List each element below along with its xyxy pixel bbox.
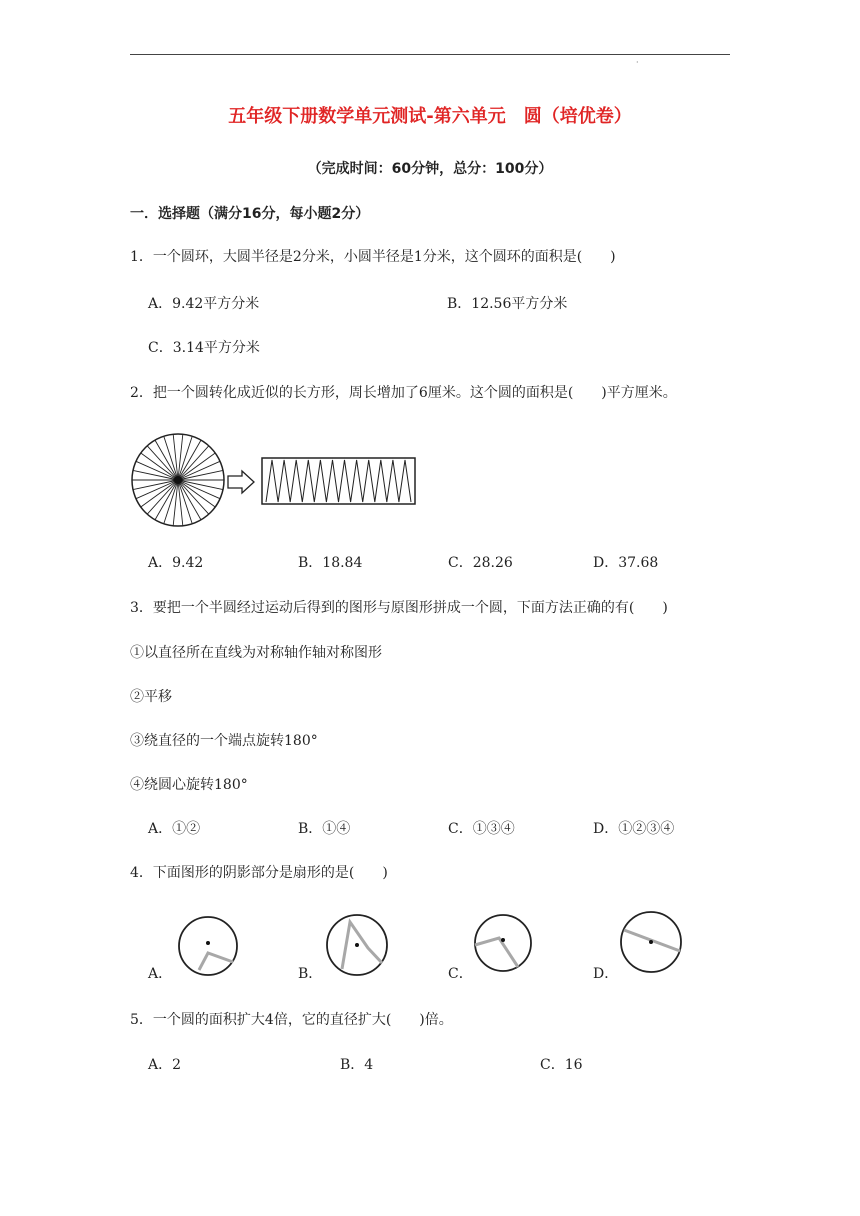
circle-to-rectangle-figure: [130, 432, 430, 528]
question-2-option-c[interactable]: C．28.26: [448, 555, 513, 571]
question-3-option-c[interactable]: C．①③④: [448, 821, 515, 837]
question-3-option-d[interactable]: D．①②③④: [593, 821, 675, 837]
header-dot: ·: [636, 58, 639, 67]
question-5-option-c[interactable]: C．16: [540, 1057, 583, 1073]
question-5-option-b[interactable]: B．4: [340, 1057, 374, 1073]
page-subtitle: （完成时间：60分钟，总分：100分）: [307, 161, 553, 177]
question-4-option-a[interactable]: A．: [148, 966, 173, 982]
question-4-stem: 4．下面图形的阴影部分是扇形的是( ): [130, 865, 388, 881]
question-3-method-1: ①以直径所在直线为对称轴作轴对称图形: [130, 645, 382, 661]
header-rule: [130, 54, 730, 55]
question-1-option-a[interactable]: A．9.42平方分米: [148, 296, 260, 312]
arrow-icon: [228, 471, 254, 493]
figure-c: [472, 912, 534, 974]
question-5-stem: 5．一个圆的面积扩大4倍，它的直径扩大( )倍。: [130, 1012, 453, 1028]
question-2-option-d[interactable]: D．37.68: [593, 555, 659, 571]
question-2-option-a[interactable]: A．9.42: [148, 555, 204, 571]
figure-d: [618, 910, 684, 974]
question-3-option-a[interactable]: A．①②: [148, 821, 201, 837]
page-title: 五年级下册数学单元测试-第六单元 圆（培优卷）: [228, 106, 632, 127]
question-4-option-b[interactable]: B．: [298, 966, 323, 982]
question-1-option-b[interactable]: B．12.56平方分米: [447, 296, 568, 312]
figure-b: [324, 912, 390, 978]
figure-a: [176, 914, 240, 978]
section-heading: 一．选择题（满分16分，每小题2分）: [130, 206, 370, 222]
question-2-option-b[interactable]: B．18.84: [298, 555, 363, 571]
question-4-option-d[interactable]: D．: [593, 966, 619, 982]
circle-center: [174, 476, 182, 484]
question-5-option-a[interactable]: A．2: [148, 1057, 182, 1073]
question-3-stem: 3．要把一个半圆经过运动后得到的图形与原图形拼成一个圆，下面方法正确的有( ): [130, 600, 668, 616]
question-1-option-c[interactable]: C．3.14平方分米: [148, 340, 260, 356]
question-3-method-2: ②平移: [130, 689, 172, 705]
question-4-option-c[interactable]: C．: [448, 966, 473, 982]
question-3-option-b[interactable]: B．①④: [298, 821, 351, 837]
question-3-method-4: ④绕圆心旋转180°: [130, 777, 248, 793]
question-2-stem: 2．把一个圆转化成近似的长方形，周长增加了6厘米。这个圆的面积是( )平方厘米。: [130, 385, 677, 401]
question-3-method-3: ③绕直径的一个端点旋转180°: [130, 733, 318, 749]
question-1-stem: 1．一个圆环，大圆半径是2分米，小圆半径是1分米，这个圆环的面积是( ): [130, 249, 616, 265]
